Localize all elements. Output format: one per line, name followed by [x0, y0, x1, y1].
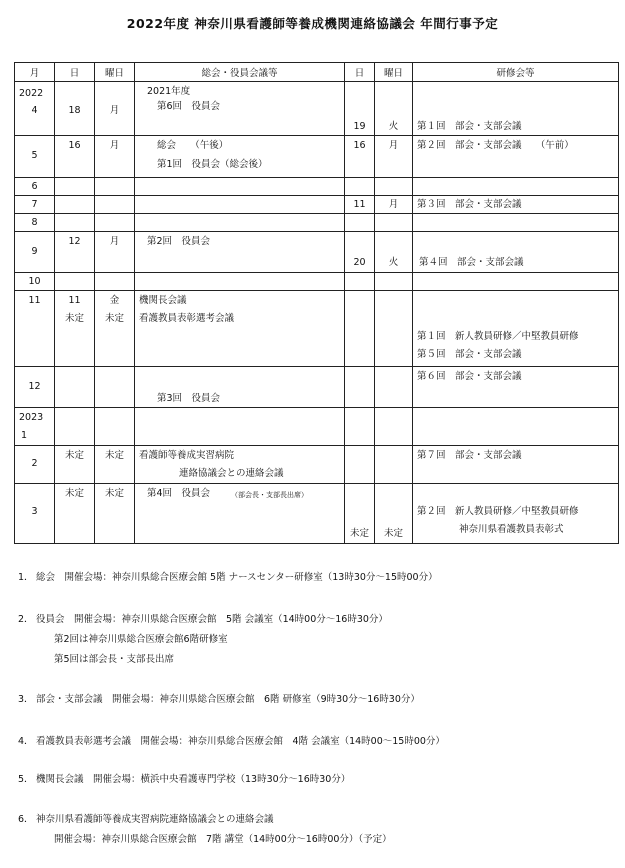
month-cell: 12 — [28, 381, 41, 392]
note-number: 2． — [18, 614, 34, 625]
note-subtext: 第2回は神奈川県総合医療会館6階研修室 — [54, 634, 228, 645]
meeting-cell: 第1回 役員会（総会後） — [157, 159, 268, 170]
note-text: 機関長会議 開催会場：横浜中央看護専門学校（13時30分～16時30分） — [36, 774, 351, 785]
day2-cell: 未定 — [349, 528, 369, 539]
header-month: 月 — [15, 63, 55, 82]
note-text: 役員会 開催会場：神奈川県総合医療会館 5階 会議室（14時00分～16時30分） — [36, 614, 388, 625]
month-cell: 8 — [31, 217, 38, 228]
note-item — [18, 774, 350, 786]
meeting-cell: 総会 （午後） — [157, 140, 229, 151]
weekday-cell: 月 — [109, 105, 120, 116]
weekday-cell: 月 — [109, 140, 120, 151]
month-cell: 11 — [28, 295, 41, 306]
note-number: 1． — [18, 572, 34, 583]
month-cell: 2 — [31, 458, 38, 469]
table-row — [15, 273, 619, 291]
note-number: 5． — [18, 774, 34, 785]
note-text: 総会 開催会場：神奈川県総合医療会館 5階 ナースセンター研修室（13時30分～15時00分） — [36, 572, 438, 583]
table-row — [15, 232, 619, 273]
weekday2-cell: 未定 — [383, 528, 403, 539]
note-item — [18, 736, 445, 748]
note-number: 4． — [18, 736, 34, 747]
note-item — [18, 572, 438, 584]
training-cell: 第１回 新人教員研修／中堅教員研修 — [417, 331, 579, 342]
weekday-cell: 未定 — [104, 488, 124, 499]
note-subtext: 開催会場：神奈川県総合医療会館 7階 講堂（14時00分～16時00分）（予定） — [54, 834, 392, 845]
page-title: 2022年度 神奈川県看護師等養成機関連絡協議会 年間行事予定 — [126, 16, 499, 31]
training-cell: 第４回 部会・支部会議 — [419, 257, 524, 268]
day2-cell: 11 — [353, 199, 366, 210]
day-cell: 18 — [68, 105, 81, 116]
table-row — [15, 484, 619, 544]
year-label: 2023 — [19, 412, 44, 423]
weekday-cell: 月 — [109, 236, 120, 247]
training-cell: 第３回 部会・支部会議 — [417, 199, 522, 210]
table-row — [15, 178, 619, 196]
day-cell: 12 — [68, 236, 81, 247]
month-cell: 3 — [31, 506, 38, 517]
meeting-cell: 第6回 役員会 — [157, 101, 221, 112]
training-cell: 第７回 部会・支部会議 — [417, 450, 522, 461]
training-cell: 第５回 部会・支部会議 — [417, 349, 522, 360]
table-row — [15, 214, 619, 232]
weekday2-cell: 月 — [388, 199, 399, 210]
meeting-cell: 看護教員表彰選考会議 — [139, 313, 235, 324]
month-cell: 1 — [21, 430, 28, 441]
table-row — [15, 291, 619, 367]
note-item — [18, 694, 420, 706]
weekday2-cell: 月 — [388, 140, 399, 151]
day-cell: 未定 — [64, 450, 84, 461]
meeting-cell: 第3回 役員会 — [157, 393, 221, 404]
month-cell: 6 — [31, 181, 38, 192]
meeting-cell: 機関長会議 — [139, 295, 187, 306]
note-item — [18, 614, 388, 626]
meeting-cell: 看護師等養成実習病院 — [139, 450, 235, 461]
table-row — [15, 446, 619, 484]
table-row — [15, 367, 619, 408]
month-cell: 7 — [31, 199, 38, 210]
meeting-note-small: （部会長・支部長出席） — [231, 491, 308, 499]
month-cell: 9 — [31, 246, 38, 257]
day2-cell: 20 — [353, 257, 366, 268]
meeting-cell: 第2回 役員会 — [147, 236, 211, 247]
header-weekday-2: 曜日 — [375, 63, 413, 82]
meeting-cell: 2021年度 — [147, 86, 191, 97]
header-weekday: 曜日 — [95, 63, 135, 82]
training-cell: 第１回 部会・支部会議 — [417, 121, 522, 132]
day-cell: 16 — [68, 140, 81, 151]
note-text: 部会・支部会議 開催会場：神奈川県総合医療会館 6階 研修室（9時30分～16時30分） — [36, 694, 420, 705]
table-row — [15, 136, 619, 178]
day2-cell: 16 — [353, 140, 366, 151]
day-cell: 未定 — [64, 488, 84, 499]
training-cell: 第２回 新人教員研修／中堅教員研修 — [417, 506, 579, 517]
note-number: 6． — [18, 814, 34, 825]
note-text: 看護教員表彰選考会議 開催会場：神奈川県総合医療会館 4階 会議室（14時00～15時00分） — [36, 736, 445, 747]
day2-cell: 19 — [353, 121, 366, 132]
table-row — [15, 82, 619, 136]
training-cell: 神奈川県看護教員表彰式 — [459, 524, 564, 535]
weekday2-cell: 火 — [388, 257, 399, 268]
month-cell: 5 — [31, 150, 38, 161]
note-subtext: 第5回は部会長・支部長出席 — [54, 654, 175, 665]
header-training: 研修会等 — [413, 63, 619, 82]
note-text: 神奈川県看護師等養成実習病院連絡協議会との連絡会議 — [36, 814, 274, 825]
weekday2-cell: 火 — [388, 121, 399, 132]
header-day-2: 日 — [345, 63, 375, 82]
training-cell: 第２回 部会・支部会議 （午前） — [417, 140, 574, 151]
table-row — [15, 408, 619, 446]
note-item — [18, 814, 274, 826]
month-cell: 10 — [28, 276, 41, 287]
note-number: 3． — [18, 694, 34, 705]
meeting-cell: 第4回 役員会 — [147, 488, 211, 499]
month-cell: 4 — [31, 105, 38, 116]
header-meetings: 総会・役員会議等 — [135, 63, 345, 82]
schedule-table — [14, 62, 619, 544]
weekday-cell: 未定 — [104, 313, 124, 324]
table-header-row — [15, 63, 619, 82]
weekday-cell: 金 — [109, 295, 120, 306]
day-cell: 未定 — [64, 313, 84, 324]
day-cell: 11 — [68, 295, 81, 306]
year-label: 2022 — [19, 88, 44, 99]
training-cell: 第６回 部会・支部会議 — [417, 371, 522, 382]
meeting-cell: 連絡協議会との連絡会議 — [179, 468, 284, 479]
weekday-cell: 未定 — [104, 450, 124, 461]
table-row — [15, 196, 619, 214]
header-day: 日 — [55, 63, 95, 82]
